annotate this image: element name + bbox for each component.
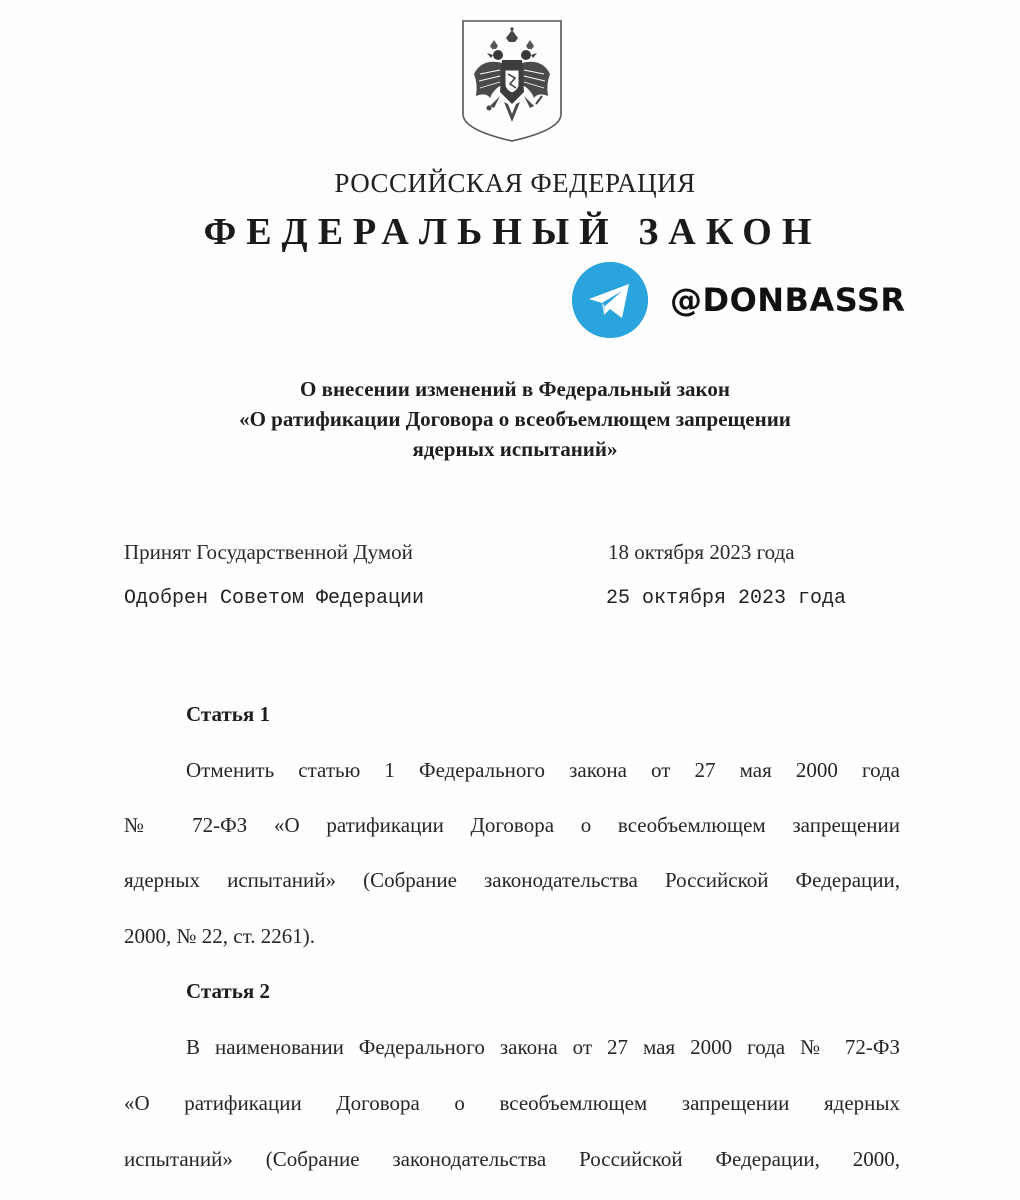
text-line: ядерных испытаний» (Собрание законодательства Российской Федерации,	[124, 868, 900, 892]
document-title	[0, 374, 1020, 464]
text-line: 2000, № 22, ст. 2261).	[124, 924, 315, 948]
title-line: ядерных испытаний»	[412, 437, 618, 461]
channel-handle: @DONBASSR	[670, 281, 906, 319]
adopted-label: Принят Государственной Думой	[124, 540, 413, 564]
text-line: Отменить статью 1 Федерального закона от 27 мая 2000 года	[186, 758, 900, 782]
article-1-heading: Статья 1	[186, 702, 270, 726]
title-line: «О ратификации Договора о всеобъемлющем запрещении	[239, 407, 791, 431]
approved-label: Одобрен Советом Федерации	[124, 587, 425, 610]
telegram-watermark	[572, 262, 906, 338]
text-line: № 72-ФЗ «О ратификации Договора о всеобъемлющем запрещении	[124, 813, 900, 837]
text-line: В наименовании Федерального закона от 27 мая 2000 года № 72-ФЗ	[186, 1035, 900, 1059]
law-type-heading: ФЕДЕРАЛЬНЫЙ ЗАКОН	[203, 211, 822, 253]
telegram-icon	[572, 262, 648, 338]
title-line: О внесении изменений в Федеральный закон	[300, 377, 730, 401]
adopted-date: 18 октября 2023 года	[608, 540, 795, 564]
country-name: РОССИЙСКАЯ ФЕДЕРАЦИЯ	[334, 168, 696, 198]
article-2-heading: Статья 2	[186, 979, 270, 1003]
text-line: испытаний» (Собрание законодательства Российской Федерации, 2000,	[124, 1147, 900, 1171]
approved-date: 25 октября 2023 года	[606, 587, 847, 610]
text-line: «О ратификации Договора о всеобъемлющем запрещении ядерных	[124, 1091, 900, 1115]
russian-coat-of-arms-icon	[460, 18, 564, 144]
